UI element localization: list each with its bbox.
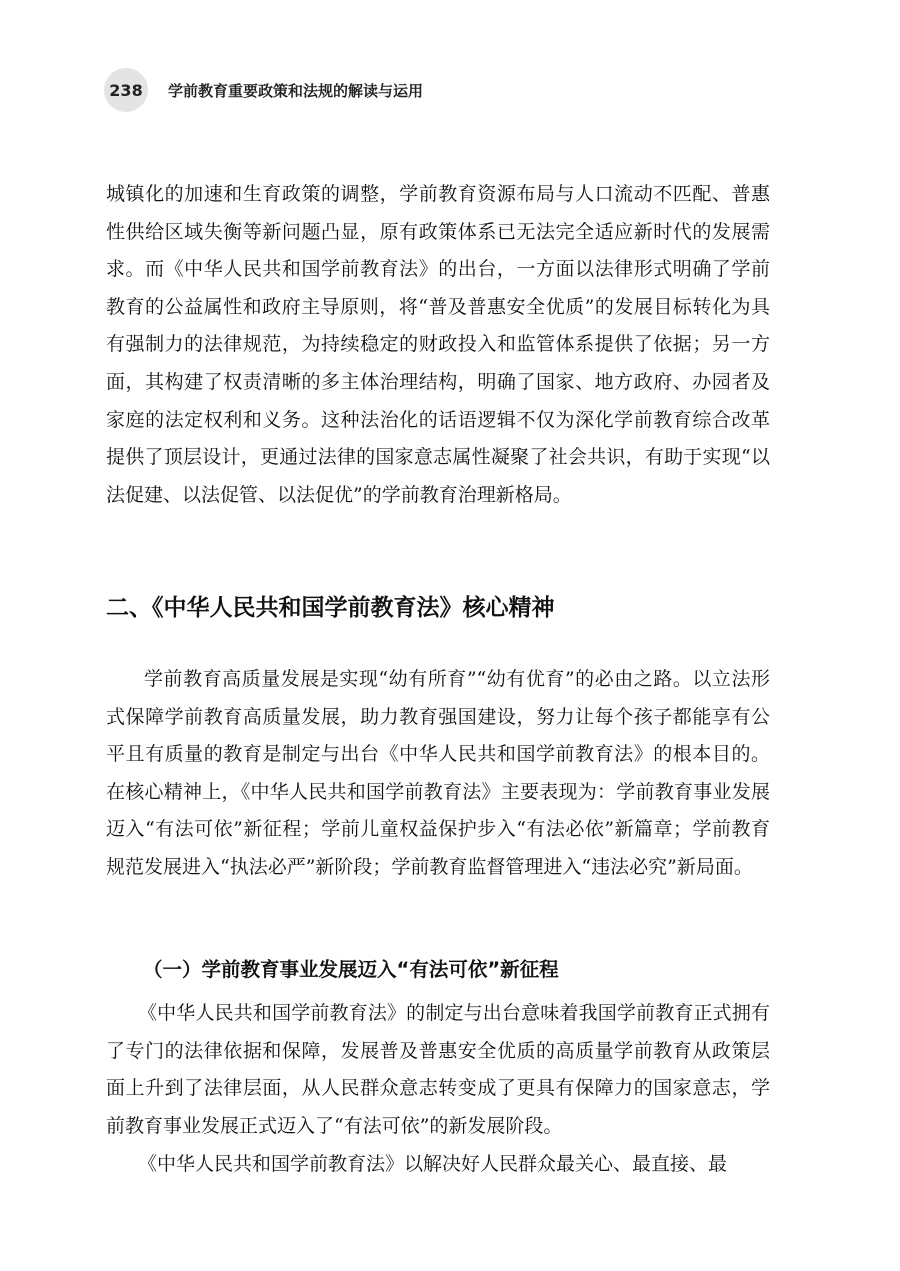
paragraph-3: 《中华人民共和国学前教育法》的制定与出台意味着我国学前教育正式拥有了专门的法律依据和保障，发展普及普惠安全优质的高质量学前教育从政策层面上升到了法律层面，从人民群众意志转变成了更具有保障力的国家意志，学前教育事业发展正式迈入了“有法可依”的新发展阶段。 <box>106 1002 770 1137</box>
section-heading-2: 二、《中华人民共和国学前教育法》核心精神 <box>106 595 555 621</box>
paragraph-2: 学前教育高质量发展是实现“幼有所育”“幼有优育”的必由之路。以立法形式保障学前教育高质量发展，助力教育强国建设，努力让每个孩子都能享有公平且有质量的教育是制定与出台《中华人民共和国学前教育法》的根本目的。在核心精神上，《中华人民共和国学前教育法》主要表现为：学前教育事业发展迈入“有法可依”新征程；学前儿童权益保护步入“有法必依”新篇章；学前教育规范发展进入“执法必严”新阶段；学前教育监督管理进入“违法必究”新局面。 <box>106 668 770 878</box>
paragraph-1: 城镇化的加速和生育政策的调整，学前教育资源布局与人口流动不匹配、普惠性供给区域失衡等新问题凸显，原有政策体系已无法完全适应新时代的发展需求。而《中华人民共和国学前教育法》的出台，一方面以法律形式明确了学前教育的公益属性和政府主导原则，将“普及普惠安全优质”的发展目标转化为具有强制力的法律规范，为持续稳定的财政投入和监管体系提供了依据；另一方面，其构建了权责清晰的多主体治理结构，明确了国家、地方政府、办园者及家庭的法定权利和义务。这种法治化的话语逻辑不仅为深化学前教育综合改革提供了顶层设计，更通过法律的国家意志属性凝聚了社会共识，有助于实现“以法促建、以法促管、以法促优”的学前教育治理新格局。 <box>106 183 770 506</box>
page-number: 238 <box>104 68 148 112</box>
paragraph-4: 《中华人民共和国学前教育法》以解决好人民群众最关心、最直接、最 <box>138 1153 728 1175</box>
page-header <box>104 68 423 112</box>
subsection-heading-1: （一）学前教育事业发展迈入“有法可依”新征程 <box>143 958 559 981</box>
running-title: 学前教育重要政策和法规的解读与运用 <box>168 81 424 100</box>
